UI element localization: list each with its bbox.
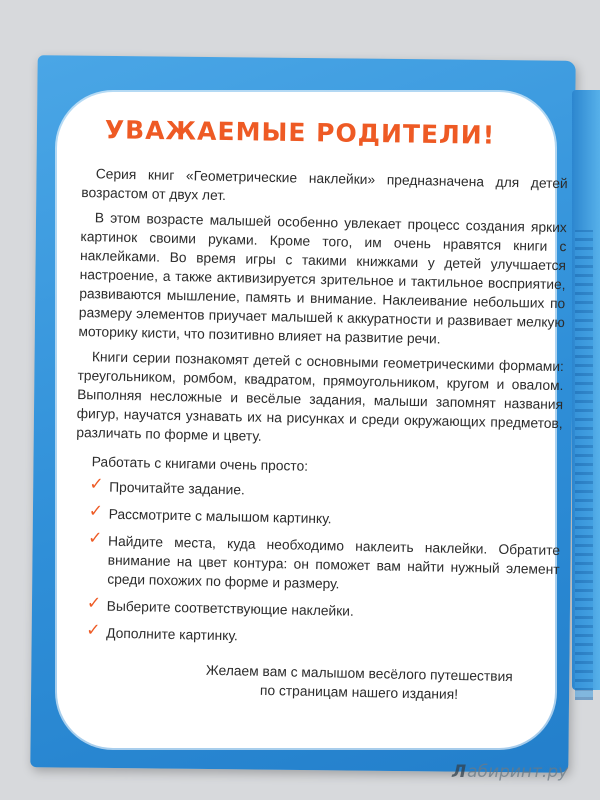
checkmark-icon: ✓	[87, 528, 103, 549]
watermark-text: абиринт.ру	[467, 762, 569, 782]
list-item	[86, 593, 559, 625]
checkmark-icon: ✓	[89, 474, 104, 495]
steps-list	[72, 474, 561, 652]
labirint-logo-icon: Л	[452, 762, 467, 782]
closing-line-1: Желаем вам с малышом весёлого путешествия	[205, 662, 513, 685]
paragraph-intro: Серия книг «Геометрические наклейки» предназначена для детей возрастом от двух лет.	[81, 166, 568, 204]
step-text: Найдите места, куда необходимо наклеить наклейки. Обратите внимание на цвет контура: он поможет вам найти нужный элемент среди похожих по форме и размеру.	[107, 533, 561, 592]
page-edge-texture	[575, 230, 593, 700]
list-item	[87, 528, 561, 598]
list-item	[88, 501, 560, 533]
step-text: Рассмотрите с малышом картинку.	[108, 506, 332, 527]
closing-line-2: по страницам нашего издания!	[259, 682, 459, 702]
page-title: УВАЖАЕМЫЕ РОДИТЕЛИ!	[104, 115, 496, 150]
checkmark-icon: ✓	[86, 593, 102, 614]
list-intro: Работать с книгами очень просто:	[91, 454, 309, 474]
paragraph-age-benefits: В этом возрасте малышей особенно увлекает процесс создания ярких картинок своими руками. Кроме того, им очень нравятся книги с наклейками. Во время игры с такими книжками у детей улучшается настроение, а также активизируется зрительное и тактильное восприятие, развиваются мышление, память и внимание. Наклеивание небольших по размеру элементов приучает малышей к аккуратности и развивает мелкую моторику кисти, что позитивно влияет на развитие речи.	[78, 210, 567, 347]
checkmark-icon: ✓	[88, 501, 104, 522]
checkmark-icon: ✓	[86, 620, 101, 641]
step-text: Прочитайте задание.	[109, 479, 245, 498]
paragraph-shapes: Книги серии познакомят детей с основными геометрическими формами: треугольником, ромбом, квадратом, прямоугольником, кругом и овалом. Выполняя несложные и весёлые задания, малыши запомнят названия фигур, научатся узнавать их на рисунках и среди окружающих предметов, различать по форме и цвету.	[76, 349, 565, 444]
content-block	[71, 164, 568, 706]
list-item	[89, 474, 561, 506]
step-text: Дополните картинку.	[106, 625, 238, 644]
step-text: Выберите соответствующие наклейки.	[106, 598, 354, 619]
labirint-watermark	[452, 762, 568, 782]
list-item	[86, 620, 558, 652]
